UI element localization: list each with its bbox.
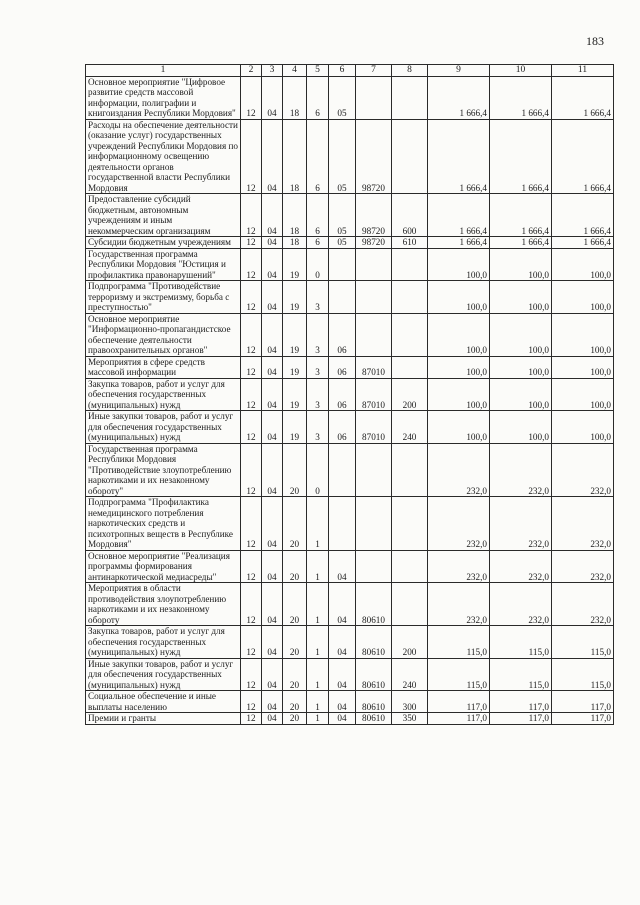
row-name: Предоставление субсидий бюджетным, автономным учреждениям и иным некоммерческим организациям xyxy=(86,194,241,237)
table-row xyxy=(86,119,614,194)
code-cell: 6 xyxy=(307,194,329,237)
code-cell xyxy=(392,583,428,626)
amount-cell: 1 666,4 xyxy=(490,76,552,119)
amount-cell: 1 666,4 xyxy=(552,76,614,119)
code-cell: 200 xyxy=(392,626,428,659)
amount-cell: 117,0 xyxy=(428,713,490,725)
code-cell: 0 xyxy=(307,248,329,281)
code-cell: 12 xyxy=(241,691,262,713)
code-cell: 12 xyxy=(241,583,262,626)
row-name: Основное мероприятие "Информационно-пропагандистское обеспечение деятельности правоохранительных органов" xyxy=(86,313,241,356)
code-cell: 20 xyxy=(283,713,307,725)
code-cell: 04 xyxy=(262,378,283,411)
code-cell: 19 xyxy=(283,313,307,356)
row-name: Мероприятия в сфере средств массовой информации xyxy=(86,356,241,378)
amount-cell: 115,0 xyxy=(490,658,552,691)
amount-cell: 100,0 xyxy=(552,248,614,281)
code-cell: 19 xyxy=(283,411,307,444)
code-cell xyxy=(392,443,428,497)
code-cell: 350 xyxy=(392,713,428,725)
code-cell: 12 xyxy=(241,443,262,497)
row-name: Государственная программа Республики Мордовия "Противодействие злоупотреблению наркотиками и их незаконному обороту" xyxy=(86,443,241,497)
code-cell xyxy=(356,76,392,119)
code-cell: 12 xyxy=(241,658,262,691)
code-cell: 98720 xyxy=(356,237,392,249)
amount-cell: 115,0 xyxy=(552,626,614,659)
code-cell: 04 xyxy=(262,550,283,583)
code-cell xyxy=(392,119,428,194)
amount-cell: 100,0 xyxy=(428,411,490,444)
code-cell xyxy=(329,248,356,281)
amount-cell: 1 666,4 xyxy=(552,119,614,194)
amount-cell: 100,0 xyxy=(552,378,614,411)
column-header: 6 xyxy=(329,65,356,77)
code-cell xyxy=(329,281,356,314)
column-header: 5 xyxy=(307,65,329,77)
code-cell: 3 xyxy=(307,378,329,411)
table-row xyxy=(86,194,614,237)
code-cell: 20 xyxy=(283,550,307,583)
code-cell xyxy=(392,76,428,119)
code-cell: 3 xyxy=(307,281,329,314)
code-cell: 05 xyxy=(329,237,356,249)
table-row xyxy=(86,550,614,583)
table-header-row xyxy=(86,65,614,77)
code-cell: 04 xyxy=(262,658,283,691)
code-cell: 04 xyxy=(329,658,356,691)
code-cell: 12 xyxy=(241,281,262,314)
code-cell: 18 xyxy=(283,76,307,119)
code-cell: 80610 xyxy=(356,691,392,713)
amount-cell: 100,0 xyxy=(490,281,552,314)
code-cell: 04 xyxy=(329,626,356,659)
code-cell: 6 xyxy=(307,76,329,119)
code-cell: 19 xyxy=(283,248,307,281)
code-cell: 1 xyxy=(307,583,329,626)
code-cell: 18 xyxy=(283,194,307,237)
row-name: Субсидии бюджетным учреждениям xyxy=(86,237,241,249)
code-cell: 04 xyxy=(262,497,283,551)
code-cell: 05 xyxy=(329,119,356,194)
code-cell xyxy=(392,248,428,281)
code-cell: 1 xyxy=(307,691,329,713)
amount-cell: 232,0 xyxy=(552,583,614,626)
code-cell: 0 xyxy=(307,443,329,497)
row-name: Иные закупки товаров, работ и услуг для обеспечения государственных (муниципальных) нужд xyxy=(86,658,241,691)
code-cell: 610 xyxy=(392,237,428,249)
table-row xyxy=(86,713,614,725)
code-cell: 18 xyxy=(283,119,307,194)
row-name: Подпрограмма "Противодействие терроризму и экстремизму, борьба с преступностью" xyxy=(86,281,241,314)
column-header: 7 xyxy=(356,65,392,77)
amount-cell: 115,0 xyxy=(428,658,490,691)
code-cell: 80610 xyxy=(356,626,392,659)
amount-cell: 232,0 xyxy=(428,583,490,626)
code-cell: 04 xyxy=(262,443,283,497)
code-cell: 04 xyxy=(262,356,283,378)
table-row xyxy=(86,248,614,281)
amount-cell: 232,0 xyxy=(490,443,552,497)
table-row xyxy=(86,313,614,356)
code-cell: 06 xyxy=(329,356,356,378)
code-cell: 04 xyxy=(262,411,283,444)
code-cell: 1 xyxy=(307,713,329,725)
amount-cell: 115,0 xyxy=(428,626,490,659)
amount-cell: 1 666,4 xyxy=(428,76,490,119)
code-cell: 19 xyxy=(283,281,307,314)
amount-cell: 232,0 xyxy=(428,550,490,583)
amount-cell: 232,0 xyxy=(490,583,552,626)
code-cell: 80610 xyxy=(356,583,392,626)
table-row xyxy=(86,497,614,551)
code-cell xyxy=(356,497,392,551)
code-cell: 87010 xyxy=(356,378,392,411)
code-cell: 6 xyxy=(307,119,329,194)
code-cell: 12 xyxy=(241,194,262,237)
amount-cell: 1 666,4 xyxy=(428,194,490,237)
row-name: Основное мероприятие "Цифровое развитие средств массовой информации, полиграфии и книгоиздания Республики Мордовия" xyxy=(86,76,241,119)
code-cell: 20 xyxy=(283,583,307,626)
code-cell: 04 xyxy=(262,691,283,713)
code-cell: 3 xyxy=(307,313,329,356)
row-name: Подпрограмма "Профилактика немедицинского потребления наркотических средств и психотропных веществ в Республике Мордовия" xyxy=(86,497,241,551)
code-cell xyxy=(392,313,428,356)
code-cell: 20 xyxy=(283,443,307,497)
row-name: Основное мероприятие "Реализация программы формирования антинаркотической медиасреды" xyxy=(86,550,241,583)
code-cell: 12 xyxy=(241,119,262,194)
code-cell: 06 xyxy=(329,313,356,356)
row-name: Государственная программа Республики Мордовия "Юстиция и профилактика правонарушений" xyxy=(86,248,241,281)
column-header: 8 xyxy=(392,65,428,77)
column-header: 1 xyxy=(86,65,241,77)
code-cell: 04 xyxy=(262,237,283,249)
amount-cell: 1 666,4 xyxy=(490,119,552,194)
amount-cell: 100,0 xyxy=(490,313,552,356)
amount-cell: 232,0 xyxy=(428,443,490,497)
code-cell: 98720 xyxy=(356,194,392,237)
code-cell: 04 xyxy=(329,550,356,583)
code-cell: 19 xyxy=(283,378,307,411)
code-cell xyxy=(392,281,428,314)
amount-cell: 117,0 xyxy=(490,691,552,713)
amount-cell: 232,0 xyxy=(428,497,490,551)
code-cell: 80610 xyxy=(356,713,392,725)
code-cell: 3 xyxy=(307,356,329,378)
column-header: 2 xyxy=(241,65,262,77)
amount-cell: 117,0 xyxy=(490,713,552,725)
code-cell: 06 xyxy=(329,378,356,411)
code-cell: 12 xyxy=(241,237,262,249)
amount-cell: 100,0 xyxy=(552,281,614,314)
amount-cell: 117,0 xyxy=(552,713,614,725)
amount-cell: 1 666,4 xyxy=(552,237,614,249)
code-cell: 12 xyxy=(241,313,262,356)
code-cell: 240 xyxy=(392,658,428,691)
code-cell: 04 xyxy=(262,194,283,237)
code-cell: 600 xyxy=(392,194,428,237)
code-cell: 06 xyxy=(329,411,356,444)
code-cell: 12 xyxy=(241,411,262,444)
code-cell: 200 xyxy=(392,378,428,411)
code-cell: 1 xyxy=(307,626,329,659)
table-row xyxy=(86,281,614,314)
amount-cell: 115,0 xyxy=(552,658,614,691)
table-row xyxy=(86,378,614,411)
code-cell xyxy=(356,443,392,497)
code-cell xyxy=(392,356,428,378)
code-cell: 1 xyxy=(307,658,329,691)
table-row xyxy=(86,691,614,713)
code-cell xyxy=(329,497,356,551)
amount-cell: 115,0 xyxy=(490,626,552,659)
code-cell xyxy=(392,550,428,583)
code-cell: 04 xyxy=(262,713,283,725)
code-cell: 12 xyxy=(241,550,262,583)
code-cell: 04 xyxy=(262,313,283,356)
row-name: Иные закупки товаров, работ и услуг для обеспечения государственных (муниципальных) нужд xyxy=(86,411,241,444)
code-cell xyxy=(329,443,356,497)
code-cell: 300 xyxy=(392,691,428,713)
code-cell: 05 xyxy=(329,194,356,237)
table-row xyxy=(86,356,614,378)
table-row xyxy=(86,443,614,497)
amount-cell: 232,0 xyxy=(552,497,614,551)
amount-cell: 100,0 xyxy=(490,378,552,411)
amount-cell: 1 666,4 xyxy=(490,194,552,237)
amount-cell: 100,0 xyxy=(552,313,614,356)
code-cell: 19 xyxy=(283,356,307,378)
code-cell: 20 xyxy=(283,626,307,659)
code-cell: 04 xyxy=(262,76,283,119)
amount-cell: 100,0 xyxy=(428,378,490,411)
code-cell: 20 xyxy=(283,691,307,713)
amount-cell: 100,0 xyxy=(428,248,490,281)
code-cell: 18 xyxy=(283,237,307,249)
table-row xyxy=(86,237,614,249)
amount-cell: 100,0 xyxy=(490,356,552,378)
code-cell: 04 xyxy=(329,583,356,626)
code-cell: 3 xyxy=(307,411,329,444)
code-cell: 12 xyxy=(241,626,262,659)
code-cell: 20 xyxy=(283,658,307,691)
amount-cell: 232,0 xyxy=(490,550,552,583)
amount-cell: 1 666,4 xyxy=(428,119,490,194)
amount-cell: 1 666,4 xyxy=(490,237,552,249)
code-cell xyxy=(356,313,392,356)
code-cell: 80610 xyxy=(356,658,392,691)
amount-cell: 232,0 xyxy=(552,550,614,583)
column-header: 4 xyxy=(283,65,307,77)
code-cell xyxy=(356,550,392,583)
table-row xyxy=(86,76,614,119)
column-header: 9 xyxy=(428,65,490,77)
amount-cell: 100,0 xyxy=(428,356,490,378)
amount-cell: 100,0 xyxy=(552,356,614,378)
code-cell: 12 xyxy=(241,356,262,378)
code-cell: 12 xyxy=(241,248,262,281)
code-cell: 87010 xyxy=(356,356,392,378)
table-row xyxy=(86,583,614,626)
table-body xyxy=(86,65,614,725)
row-name: Закупка товаров, работ и услуг для обеспечения государственных (муниципальных) нужд xyxy=(86,378,241,411)
code-cell: 20 xyxy=(283,497,307,551)
row-name: Социальное обеспечение и иные выплаты населению xyxy=(86,691,241,713)
row-name: Расходы на обеспечение деятельности (оказание услуг) государственных учреждений Республики Мордовия по информационному освещению деятельности органов государственной власти Республики Мордовия xyxy=(86,119,241,194)
amount-cell: 100,0 xyxy=(428,281,490,314)
table-row xyxy=(86,658,614,691)
code-cell: 04 xyxy=(262,119,283,194)
code-cell: 1 xyxy=(307,550,329,583)
code-cell: 12 xyxy=(241,76,262,119)
amount-cell: 232,0 xyxy=(490,497,552,551)
code-cell: 12 xyxy=(241,713,262,725)
code-cell: 240 xyxy=(392,411,428,444)
code-cell xyxy=(356,248,392,281)
code-cell: 1 xyxy=(307,497,329,551)
column-header: 3 xyxy=(262,65,283,77)
code-cell: 05 xyxy=(329,76,356,119)
amount-cell: 1 666,4 xyxy=(552,194,614,237)
code-cell: 12 xyxy=(241,497,262,551)
amount-cell: 1 666,4 xyxy=(428,237,490,249)
code-cell: 04 xyxy=(262,626,283,659)
amount-cell: 100,0 xyxy=(490,411,552,444)
code-cell: 04 xyxy=(262,583,283,626)
code-cell: 12 xyxy=(241,378,262,411)
column-header: 11 xyxy=(552,65,614,77)
amount-cell: 100,0 xyxy=(428,313,490,356)
code-cell: 04 xyxy=(329,713,356,725)
code-cell: 04 xyxy=(262,281,283,314)
table-row xyxy=(86,411,614,444)
row-name: Премии и гранты xyxy=(86,713,241,725)
amount-cell: 117,0 xyxy=(552,691,614,713)
table-row xyxy=(86,626,614,659)
code-cell: 04 xyxy=(329,691,356,713)
row-name: Закупка товаров, работ и услуг для обеспечения государственных (муниципальных) нужд xyxy=(86,626,241,659)
amount-cell: 100,0 xyxy=(552,411,614,444)
row-name: Мероприятия в области противодействия злоупотреблению наркотиками и их незаконному обороту xyxy=(86,583,241,626)
page-number: 183 xyxy=(586,34,604,48)
code-cell: 87010 xyxy=(356,411,392,444)
column-header: 10 xyxy=(490,65,552,77)
code-cell xyxy=(356,281,392,314)
amount-cell: 100,0 xyxy=(490,248,552,281)
amount-cell: 117,0 xyxy=(428,691,490,713)
code-cell: 98720 xyxy=(356,119,392,194)
code-cell: 04 xyxy=(262,248,283,281)
budget-table xyxy=(85,64,614,725)
code-cell: 6 xyxy=(307,237,329,249)
code-cell xyxy=(392,497,428,551)
amount-cell: 232,0 xyxy=(552,443,614,497)
